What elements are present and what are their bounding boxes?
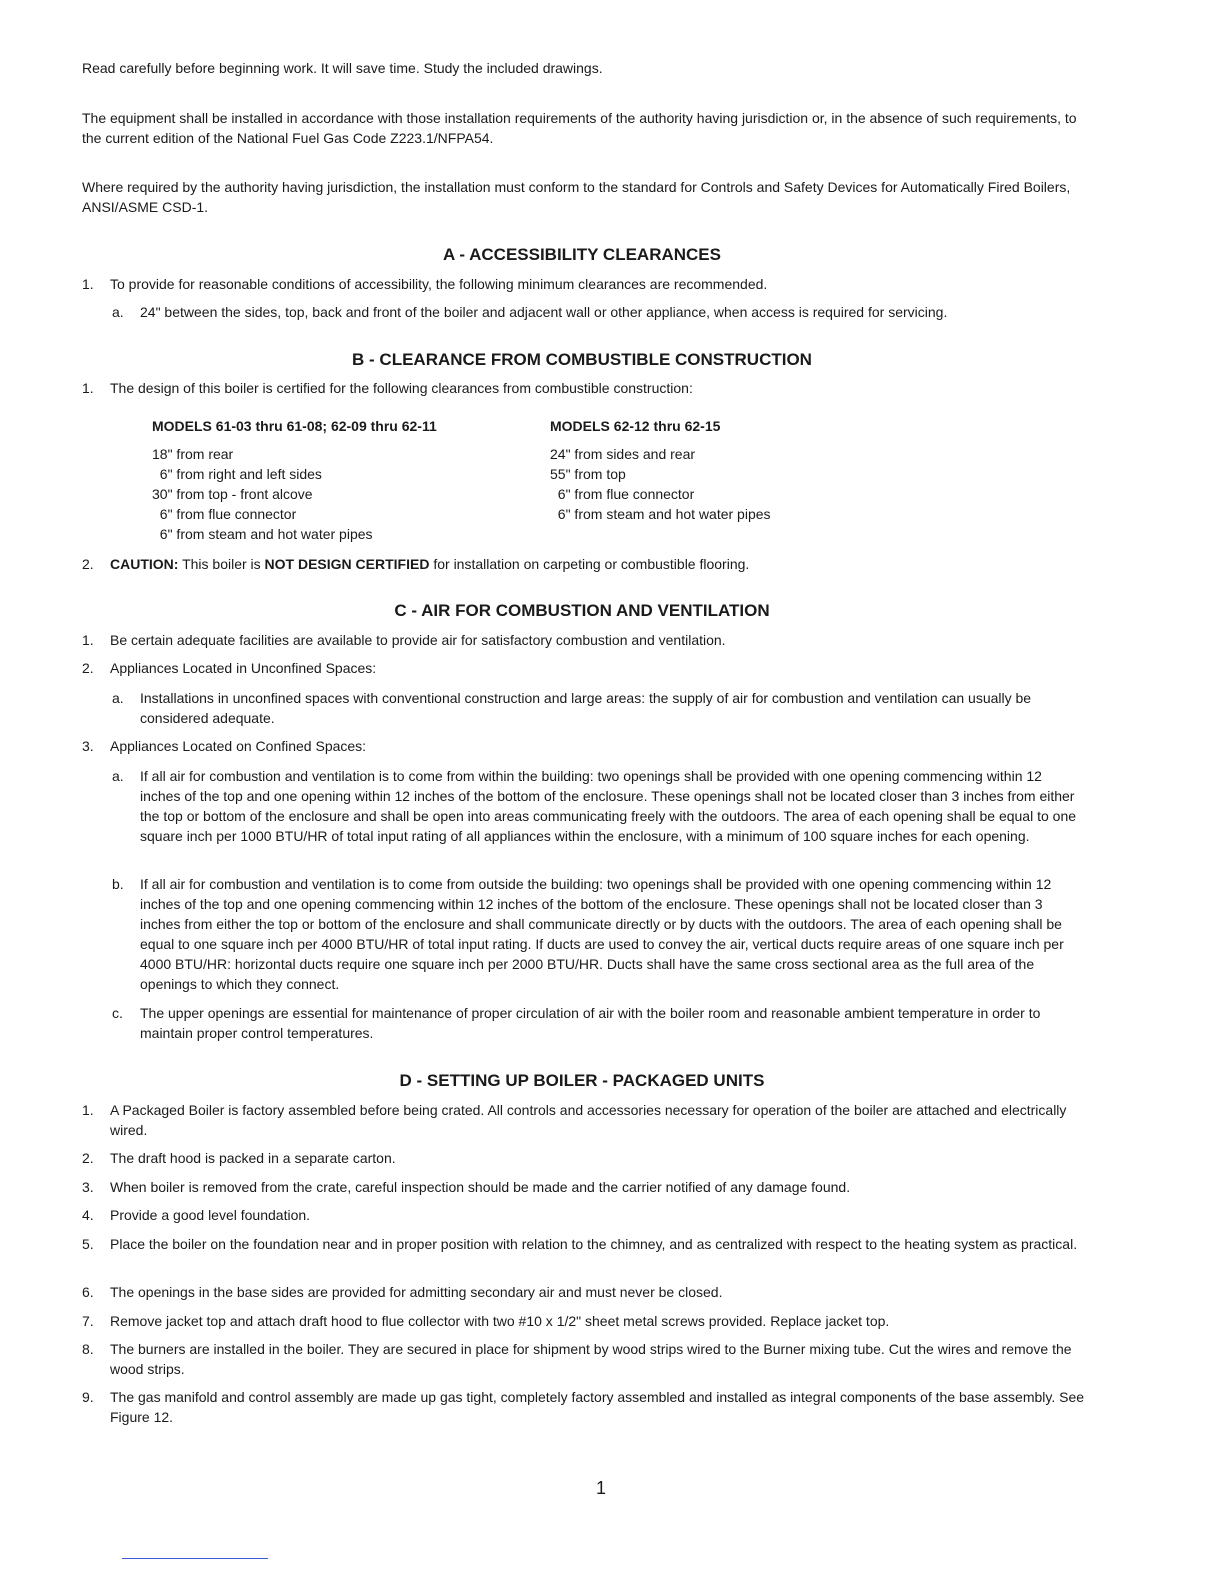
list-number: 5.: [82, 1236, 94, 1252]
list-text: Remove jacket top and attach draft hood to flue collector with two #10 x 1/2" sheet metal screws provided. Replace jacket top.: [110, 1313, 890, 1329]
page-number: 1: [596, 1478, 607, 1498]
list-number: 4.: [82, 1207, 94, 1223]
list-number: 2.: [82, 556, 94, 572]
list-text: The gas manifold and control assembly are made up gas tight, completely factory assembled and installed as integral components of the base assembly. See Figure 12.: [110, 1389, 1085, 1425]
clearance-line: 24" from sides and rear: [550, 446, 696, 462]
clearance-line: 6" from right and left sides: [152, 466, 322, 482]
list-text: When boiler is removed from the crate, careful inspection should be made and the carrier notified of any damage found.: [110, 1179, 851, 1195]
list-number: 3.: [82, 738, 94, 754]
clearance-line: 6" from steam and hot water pipes: [550, 506, 771, 522]
clearance-line: 30" from top - front alcove: [152, 486, 313, 502]
list-text: If all air for combustion and ventilation is to come from within the building: two openings shall be provided with one opening commencing within 12 inches of the top and one opening within 12 inches of the bottom of the enclosure. These openings shall not be located closer than 3 inches from either the top or bottom of the enclosure and shall be open into areas communicating freely with the outdoors. The area of each opening shall be equal to one square inch per 1000 BTU/HR of total input rating of all appliances within the enclosure, with a minimum of 100 square inches for each opening.: [140, 768, 1077, 844]
caution-label: CAUTION:: [110, 556, 179, 572]
intro-installation-requirements: The equipment shall be installed in accordance with those installation requirements of the authority having jurisdiction or, in the absence of such requirements, to the current edition of the National Fuel Gas Code Z223.1/NFPA54.: [82, 110, 1077, 146]
list-text: If all air for combustion and ventilation is to come from outside the building: two openings shall be provided with one opening commencing within 12 inches of the top and one opening commencing within 12 inches of the bottom of the enclosure. These openings shall not be located closer than 3 inches from either the top or bottom of the enclosure and shall communicate directly or by ducts with the outdoors. The area of each opening shall be equal to one square inch per 4000 BTU/HR of total input rating. If ducts are used to convey the air, vertical ducts require areas of one square inch per 4000 BTU/HR: horizontal ducts require one square inch per 2000 BTU/HR. Ducts shall have the same cross sectional area as the full area of the openings to which they connect.: [140, 876, 1064, 992]
footer-divider: [122, 1558, 268, 1559]
clearance-line: 18" from rear: [152, 446, 234, 462]
list-number: 7.: [82, 1313, 94, 1329]
list-text: The upper openings are essential for maintenance of proper circulation of air with the boiler room and reasonable ambient temperature in order to maintain proper control temperatures.: [140, 1005, 1041, 1041]
models-heading: MODELS 62-12 thru 62-15: [550, 418, 721, 434]
intro-read-carefully: Read carefully before beginning work. It will save time. Study the included drawings.: [82, 60, 603, 76]
list-letter: c.: [112, 1005, 123, 1021]
list-text: Place the boiler on the foundation near and in proper position with relation to the chimney, and as centralized with respect to the heating system as practical.: [110, 1236, 1078, 1252]
caution-text: CAUTION: This boiler is NOT DESIGN CERTIFIED for installation on carpeting or combustible flooring.: [110, 556, 750, 572]
list-number: 1.: [82, 1102, 94, 1118]
clearances-models-62-12-62-15: [550, 416, 771, 524]
list-number: 3.: [82, 1179, 94, 1195]
not-design-certified: NOT DESIGN CERTIFIED: [264, 556, 430, 572]
list-number: 2.: [82, 660, 94, 676]
list-text: The burners are installed in the boiler. They are secured in place for shipment by wood strips wired to the Burner mixing tube. Cut the wires and remove the wood strips.: [110, 1341, 1072, 1377]
list-number: 2.: [82, 1150, 94, 1166]
list-number: 1.: [82, 632, 94, 648]
list-number: 1.: [82, 380, 94, 396]
list-text: To provide for reasonable conditions of accessibility, the following minimum clearances are recommended.: [110, 276, 768, 292]
list-text: 24" between the sides, top, back and front of the boiler and adjacent wall or other appliance, when access is required for servicing.: [140, 304, 948, 320]
list-text: Appliances Located in Unconfined Spaces:: [110, 660, 377, 676]
list-text: A Packaged Boiler is factory assembled before being crated. All controls and accessories necessary for operation of the boiler are attached and electrically wired.: [110, 1102, 1067, 1138]
clearance-line: 6" from steam and hot water pipes: [152, 526, 373, 542]
list-text: The draft hood is packed in a separate carton.: [110, 1150, 396, 1166]
list-text: Appliances Located on Confined Spaces:: [110, 738, 367, 754]
list-letter: a.: [112, 304, 124, 320]
list-number: 9.: [82, 1389, 94, 1405]
list-number: 1.: [82, 276, 94, 292]
list-letter: b.: [112, 876, 124, 892]
clearance-line: 6" from flue connector: [152, 506, 297, 522]
section-d-heading: D - SETTING UP BOILER - PACKAGED UNITS: [399, 1071, 765, 1090]
list-text: The openings in the base sides are provided for admitting secondary air and must never be closed.: [110, 1284, 723, 1300]
section-c-heading: C - AIR FOR COMBUSTION AND VENTILATION: [394, 601, 770, 620]
list-letter: a.: [112, 768, 124, 784]
models-heading: MODELS 61-03 thru 61-08; 62-09 thru 62-11: [152, 418, 437, 434]
section-a-heading: A - ACCESSIBILITY CLEARANCES: [442, 245, 721, 264]
list-text: Installations in unconfined spaces with conventional construction and large areas: the supply of air for combustion and ventilation can usually be considered adequate.: [140, 690, 1032, 726]
list-number: 6.: [82, 1284, 94, 1300]
clearance-line: 6" from flue connector: [550, 486, 695, 502]
clearance-line: 55" from top: [550, 466, 626, 482]
list-number: 8.: [82, 1341, 94, 1357]
list-text: Provide a good level foundation.: [110, 1207, 311, 1223]
list-text: Be certain adequate facilities are available to provide air for satisfactory combustion and ventilation.: [110, 632, 726, 648]
list-text: The design of this boiler is certified for the following clearances from combustible construction:: [110, 380, 693, 396]
list-letter: a.: [112, 690, 124, 706]
clearances-models-61-03-62-11: [152, 416, 437, 544]
intro-csd1-requirement: Where required by the authority having jurisdiction, the installation must conform to the standard for Controls and Safety Devices for Automatically Fired Boilers, ANSI/ASME CSD-1.: [82, 179, 1071, 215]
section-b-heading: B - CLEARANCE FROM COMBUSTIBLE CONSTRUCTION: [352, 350, 812, 369]
